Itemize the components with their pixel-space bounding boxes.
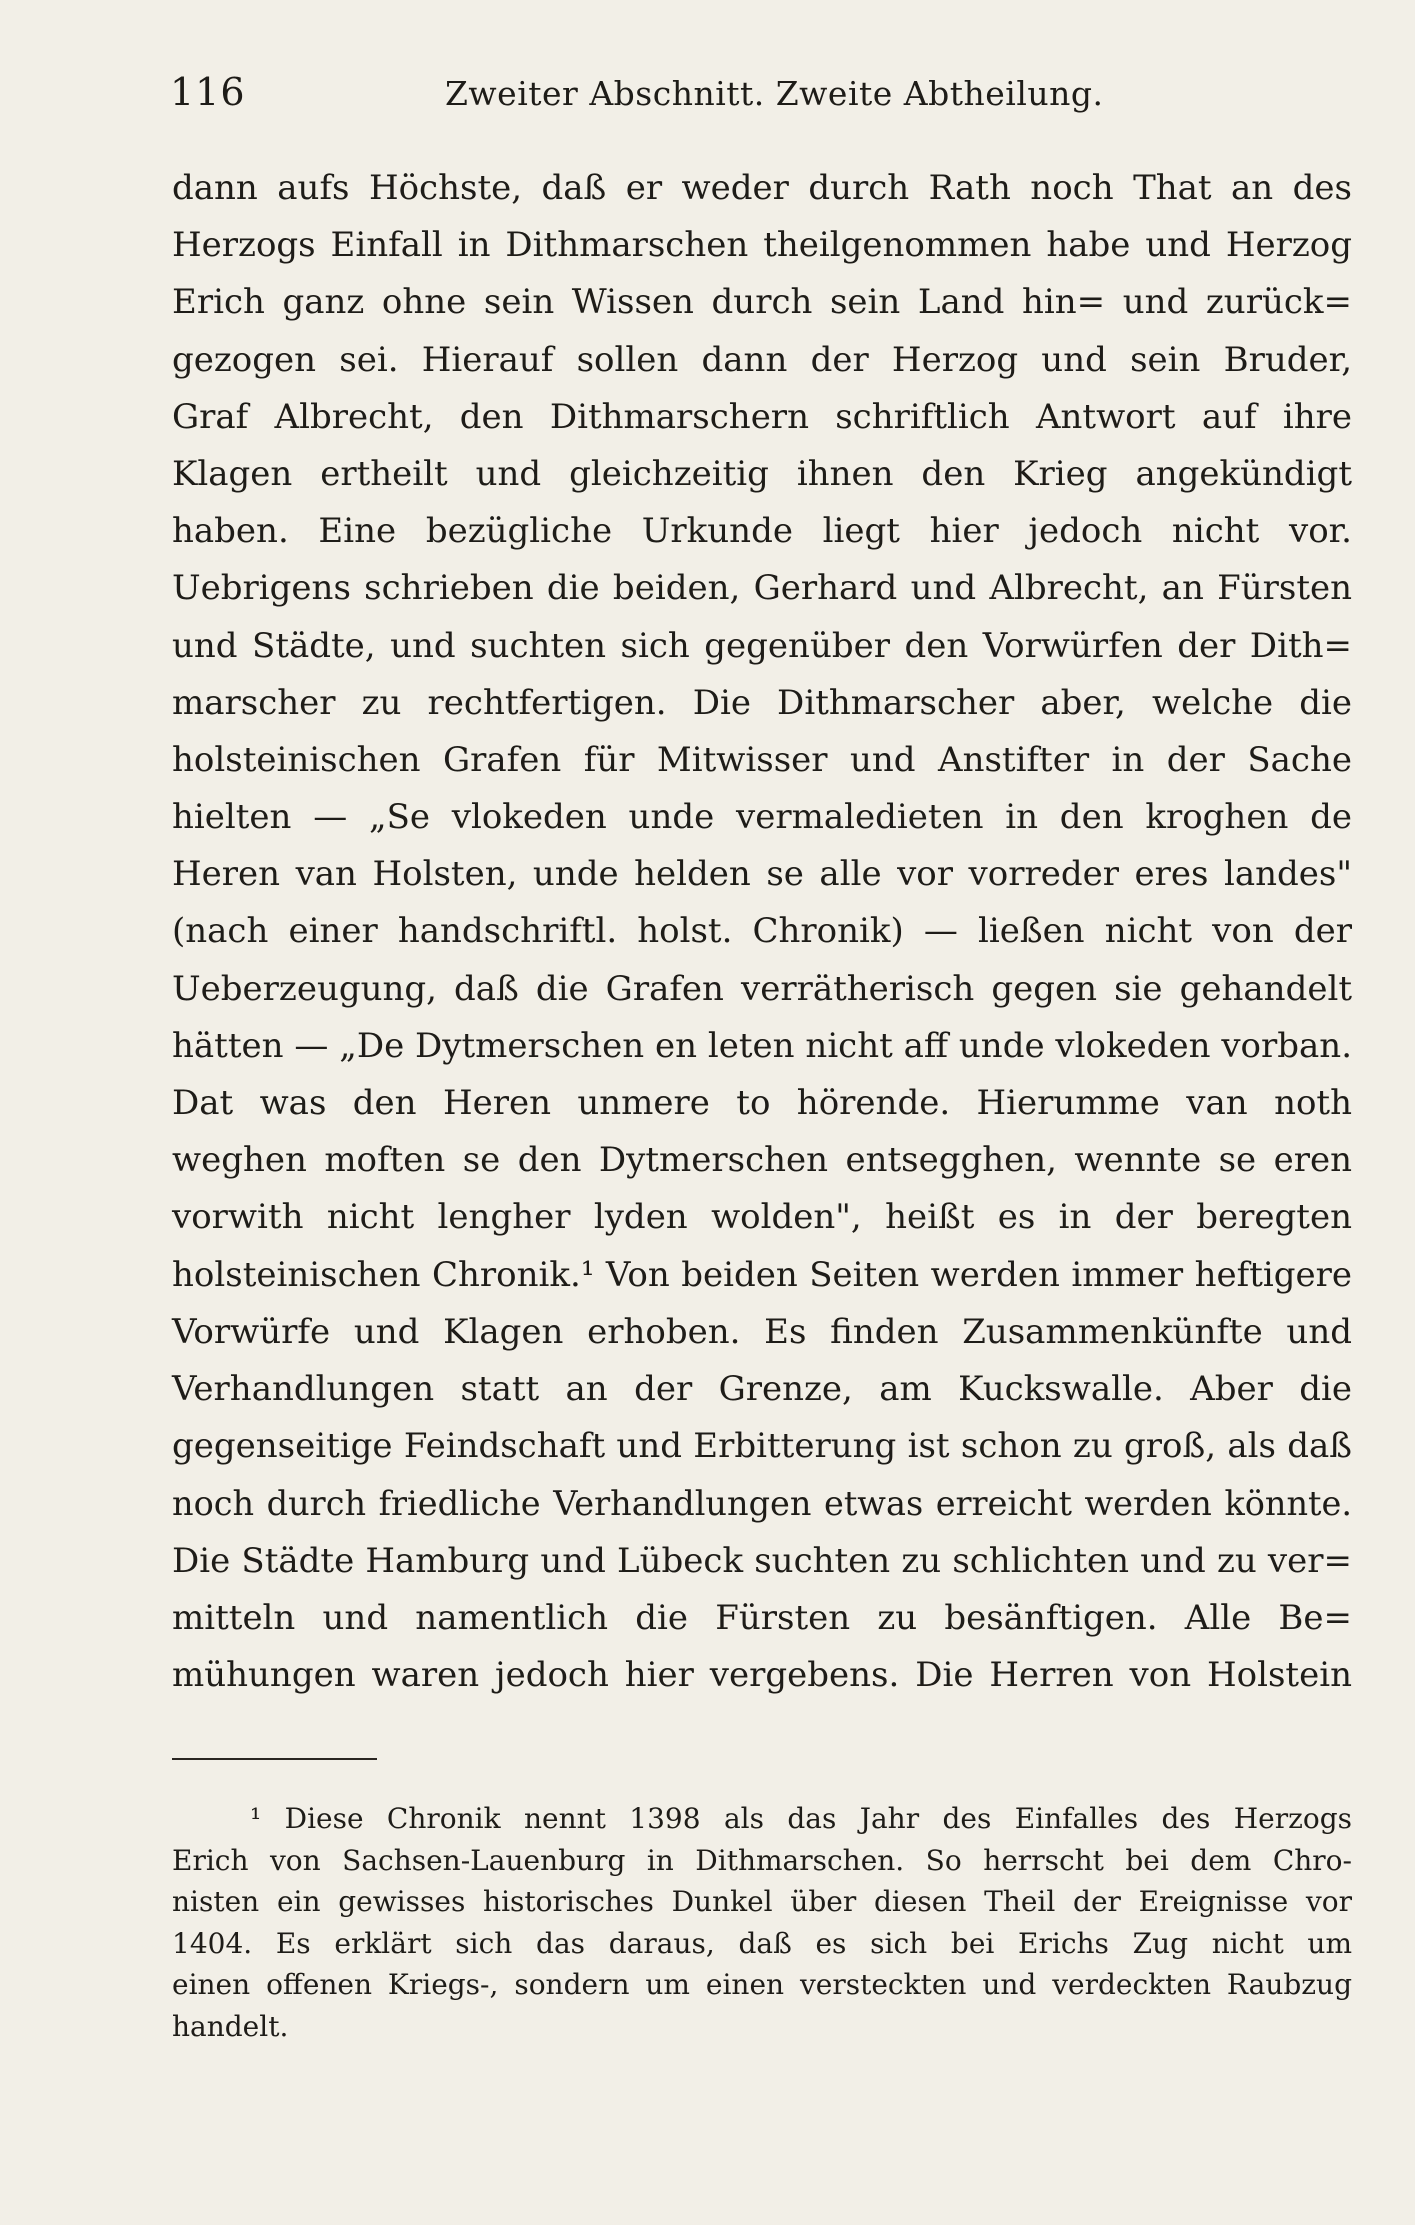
text-line: (nach einer handschriftl. holst. Chronik) — ließen nicht von der xyxy=(172,911,1352,952)
body-text xyxy=(172,160,1352,1704)
text-line: dann aufs Höchste, daß er weder durch Rath noch That an des xyxy=(172,168,1352,208)
text-line: gezogen sei. Hierauf sollen dann der Herzog und sein Bruder, xyxy=(172,339,1352,380)
text-line: und Städte, und suchten sich gegenüber den Vorwürfen der Dith= xyxy=(172,625,1352,666)
text-line: Klagen ertheilt und gleichzeitig ihnen den Krieg angekündigt xyxy=(172,453,1352,494)
text-line: marscher zu rechtfertigen. Die Dithmarscher aber, welche die xyxy=(172,682,1352,723)
footnote-line: handelt. xyxy=(172,2009,289,2043)
text-line: vorwith nicht lengher lyden wolden", heißt es in der beregten xyxy=(172,1197,1352,1238)
text-line: haben. Eine bezügliche Urkunde liegt hier jedoch nicht vor. xyxy=(172,511,1352,552)
text-line: Verhandlungen statt an der Grenze, am Kuckswalle. Aber die xyxy=(172,1368,1352,1409)
footnote-line: Erich von Sachsen-Lauenburg in Dithmarschen. So herrscht bei dem Chro- xyxy=(172,1843,1352,1877)
footnote-line: einen offenen Kriegs-, sondern um einen versteckten und verdeckten Raubzug xyxy=(172,1968,1352,2002)
footnote-line: 1404. Es erklärt sich das daraus, daß es sich bei Erichs Zug nicht um xyxy=(172,1926,1352,1960)
text-line: Dat was den Heren unmere to hörende. Hierumme van noth xyxy=(172,1083,1352,1123)
text-line: Herzogs Einfall in Dithmarschen theilgenommen habe und Herzog xyxy=(172,225,1352,266)
footnote-line: ¹ Diese Chronik nennt 1398 als das Jahr des Einfalles des Herzogs xyxy=(250,1802,1352,1835)
page-number: 116 xyxy=(170,70,246,114)
text-line: gegenseitige Feindschaft und Erbitterung ist schon zu groß, als daß xyxy=(172,1426,1352,1467)
page-header xyxy=(170,70,1290,120)
footnote xyxy=(172,1798,1352,2048)
text-line: Ueberzeugung, daß die Grafen verrätherisch gegen sie gehandelt xyxy=(172,968,1352,1009)
text-line: Erich ganz ohne sein Wissen durch sein Land hin= und zurück= xyxy=(172,282,1352,323)
text-line: holsteinischen Grafen für Mitwisser und Anstifter in der Sache xyxy=(172,739,1352,780)
text-line: Vorwürfe und Klagen erhoben. Es finden Zusammenkünfte und xyxy=(172,1311,1352,1352)
text-line: mühungen waren jedoch hier vergebens. Die Herren von Holstein xyxy=(172,1654,1352,1695)
running-head: Zweiter Abschnitt. Zweite Abtheilung. xyxy=(445,74,1104,113)
text-line: hielten — „Se vlokeden unde vermaledieten in den kroghen de xyxy=(172,797,1352,838)
text-line: weghen moften se den Dytmerschen entsegghen, wennte se eren xyxy=(172,1140,1352,1181)
text-line: Die Städte Hamburg und Lübeck suchten zu schlichten und zu ver= xyxy=(172,1540,1352,1581)
footnote-divider xyxy=(172,1758,377,1760)
text-line: mitteln und namentlich die Fürsten zu besänftigen. Alle Be= xyxy=(172,1597,1352,1638)
footnote-line: nisten ein gewisses historisches Dunkel über diesen Theil der Ereignisse vor xyxy=(172,1885,1352,1919)
text-line: hätten — „De Dytmerschen en leten nicht aff unde vlokeden vorban. xyxy=(172,1025,1352,1066)
text-line: holsteinischen Chronik.¹ Von beiden Seiten werden immer heftigere xyxy=(172,1254,1352,1295)
text-line: noch durch friedliche Verhandlungen etwas erreicht werden könnte. xyxy=(172,1484,1352,1524)
text-line: Graf Albrecht, den Dithmarschern schriftlich Antwort auf ihre xyxy=(172,396,1352,437)
text-line: Uebrigens schrieben die beiden, Gerhard und Albrecht, an Fürsten xyxy=(172,568,1352,609)
text-line: Heren van Holsten, unde helden se alle vor vorreder eres landes" xyxy=(172,854,1352,895)
